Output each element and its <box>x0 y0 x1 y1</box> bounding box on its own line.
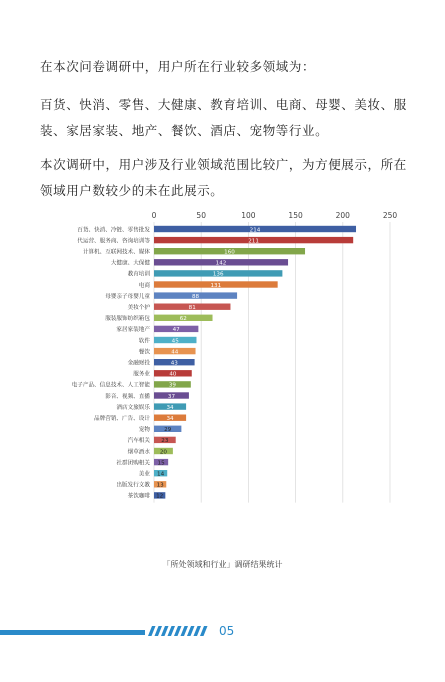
x-tick-label: 250 <box>382 211 398 220</box>
data-label: 20 <box>159 449 168 456</box>
category-label: 汽车相关 <box>127 438 150 445</box>
category-label: 烟草酒水 <box>127 449 150 456</box>
x-tick-label: 0 <box>151 211 157 220</box>
footer-stripe <box>187 626 195 636</box>
footer-stripes-decoration <box>148 625 213 639</box>
data-label: 40 <box>169 371 177 378</box>
category-label: 服务业 <box>133 371 150 378</box>
x-tick-label: 200 <box>335 211 350 220</box>
category-label: 计算机、互联网技术、媒体 <box>82 249 150 256</box>
data-label: 47 <box>172 327 180 334</box>
data-label: 39 <box>168 382 176 389</box>
data-label: 23 <box>161 438 169 445</box>
data-label: 43 <box>170 360 178 367</box>
category-label: 宠物 <box>138 427 150 434</box>
category-label: 服装服饰纺织箱包 <box>105 316 150 323</box>
footer-stripe <box>200 626 208 636</box>
category-label: 大健康、大保健 <box>110 260 150 267</box>
data-label: 45 <box>171 338 179 345</box>
note-paragraph: 本次调研中，用户涉及行业领域范围比较广，为方便展示，所在领域用户数较少的未在此展示。 <box>40 157 407 198</box>
category-label: 百货、快消、冷链、零售批发 <box>77 227 150 234</box>
category-label: 代运营、服务商、咨询培训等 <box>77 238 150 245</box>
category-label: 母婴亲子母婴儿童 <box>105 293 150 300</box>
data-label: 211 <box>248 238 259 245</box>
data-label: 29 <box>164 427 172 434</box>
data-label: 44 <box>171 349 179 356</box>
footer-stripe <box>194 626 202 636</box>
data-label: 12 <box>156 493 164 500</box>
data-label: 13 <box>156 482 164 489</box>
category-label: 出版发行文教 <box>116 482 150 489</box>
industry-list-paragraph: 百货、快消、零售、大健康、教育培训、电商、母婴、美妆、服装、家居家装、地产、餐饮、酒店、宠物等行业。 <box>40 97 407 138</box>
data-label: 131 <box>210 282 222 289</box>
category-label: 美业 <box>138 471 150 478</box>
category-label: 社群团购相关 <box>116 460 150 467</box>
x-tick-label: 150 <box>288 211 303 220</box>
category-label: 品牌营销、广告、设计 <box>94 416 150 422</box>
page-number: 05 <box>219 624 235 638</box>
footer-stripe <box>168 626 176 636</box>
category-label: 美妆个护 <box>127 305 150 311</box>
data-label: 142 <box>215 260 227 267</box>
data-label: 214 <box>249 227 261 234</box>
data-label: 81 <box>188 305 196 311</box>
footer-stripe <box>161 626 169 636</box>
category-label: 软件 <box>138 338 150 345</box>
category-label: 金融财投 <box>127 360 150 367</box>
data-label: 62 <box>179 316 187 323</box>
category-label: 酒店文旅娱乐 <box>116 404 150 411</box>
data-label: 37 <box>167 393 176 400</box>
chart-caption: 「所处领域和行业」调研结果统计 <box>162 560 283 569</box>
x-tick-label: 100 <box>241 211 256 220</box>
data-label: 34 <box>166 416 174 422</box>
category-label: 茶饮咖啡 <box>127 493 150 500</box>
intro-paragraph: 在本次问卷调研中，用户所在行业较多领域为： <box>40 59 316 74</box>
footer-stripe <box>148 626 156 636</box>
footer-stripe <box>155 626 163 636</box>
category-label: 电商 <box>138 282 150 289</box>
footer-stripe <box>181 626 189 636</box>
data-label: 160 <box>224 249 235 256</box>
footer-accent-bar <box>0 630 145 635</box>
data-label: 136 <box>212 271 224 278</box>
category-label: 教育培训 <box>127 271 150 278</box>
category-label: 影音、视频、直播 <box>105 393 150 400</box>
data-label: 15 <box>157 460 165 467</box>
category-label: 电子产品、信息技术、人工智能 <box>71 382 150 389</box>
category-label: 家居家装地产 <box>116 327 150 334</box>
footer-stripe <box>174 626 182 636</box>
data-label: 34 <box>166 404 174 411</box>
data-label: 88 <box>191 293 200 300</box>
data-label: 14 <box>157 471 165 478</box>
category-label: 餐饮 <box>138 349 150 356</box>
x-tick-label: 50 <box>196 211 206 220</box>
